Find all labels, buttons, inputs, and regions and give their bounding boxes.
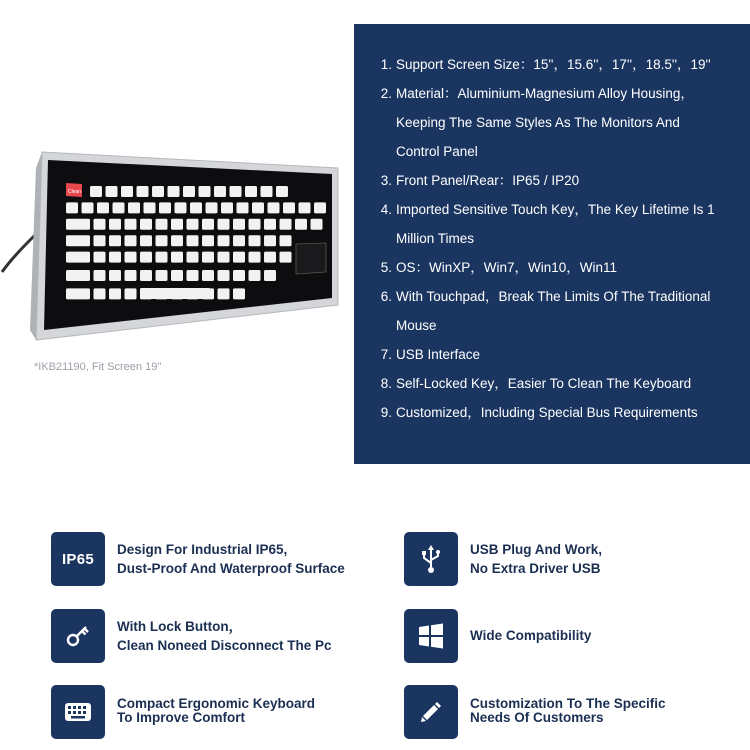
spec-item-number: 5.: [380, 260, 392, 275]
keyboard-key: [140, 270, 152, 281]
keyboard-key: [125, 270, 137, 281]
keyboard-key: [264, 252, 276, 263]
keyboard-key: [140, 219, 152, 230]
feature-line: Customization To The Specific: [470, 696, 666, 711]
spec-item-line: [374, 260, 617, 276]
keyboard-key: [121, 186, 133, 197]
keyboard-key: [187, 235, 199, 246]
keyboard-key: [249, 219, 261, 230]
keyboard-key: [233, 219, 245, 230]
keyboard-key: [109, 235, 121, 246]
keyboard-key: [128, 202, 140, 213]
key-icon: [51, 609, 105, 663]
spec-item-text: Support Screen Size：15''，15.6''，17''，18.5''，19'': [396, 57, 711, 72]
spec-item-number: 2.: [380, 86, 392, 101]
keyboard-key: [175, 202, 187, 213]
keyboard-key: [199, 186, 211, 197]
keyboard-key: [268, 202, 280, 213]
feature-line: Clean Noneed Disconnect The Pc: [117, 638, 332, 653]
product-image-area: [0, 0, 350, 470]
keyboard-key: [171, 252, 183, 263]
feature-line: Compact Ergonomic Keyboard: [117, 696, 316, 711]
keyboard-key: [152, 186, 164, 197]
keyboard-key: [264, 235, 276, 246]
spec-item-line: [374, 347, 480, 363]
touchpad: [296, 243, 326, 274]
ip65-badge-icon: [51, 532, 105, 586]
feature-line: USB Plug And Work,: [470, 542, 603, 557]
spec-item-number: 8.: [380, 376, 392, 391]
keyboard-key: [159, 202, 171, 213]
keyboard-key: [144, 202, 156, 213]
keyboard-key: [66, 288, 90, 299]
keyboard-key: [202, 219, 214, 230]
keyboard-key: [66, 252, 90, 263]
keyboard-key: [156, 235, 168, 246]
keyboard-product-image: [0, 0, 350, 360]
keyboard-key: [109, 270, 121, 281]
keyboard-key: [137, 186, 149, 197]
keyboard-key: [156, 252, 168, 263]
keyboard-key: [202, 235, 214, 246]
spec-item-text: Front Panel/Rear：IP65 / IP20: [396, 173, 580, 188]
keyboard-key: [125, 288, 137, 299]
keyboard-key: [109, 252, 121, 263]
feature-custom-text: [470, 697, 666, 725]
keyboard-key: [109, 219, 121, 230]
keyboard-key: [233, 252, 245, 263]
spec-item-text: Million Times: [396, 231, 475, 246]
feature-line: Wide Compatibility: [470, 628, 592, 643]
feature-compat-text: [470, 626, 591, 645]
keyboard-key: [261, 186, 273, 197]
keyboard-key: [218, 235, 230, 246]
spec-item-number: 9.: [380, 405, 392, 420]
keyboard-key: [66, 219, 90, 230]
keyboard-key: [113, 202, 125, 213]
keyboard-key: [94, 219, 106, 230]
keyboard-key: [218, 270, 230, 281]
pencil-icon: [404, 685, 458, 739]
spec-item-number: 7.: [380, 347, 392, 362]
keyboard-key: [218, 219, 230, 230]
keyboard-key: [94, 252, 106, 263]
spec-item-text: OS：WinXP，Win7，Win10，Win11: [396, 260, 618, 275]
keyboard-key: [237, 202, 249, 213]
keyboard-key: [94, 288, 106, 299]
keyboard-key: [94, 235, 106, 246]
keyboard-key: [171, 270, 183, 281]
windows-icon: [404, 609, 458, 663]
keyboard-key: [187, 219, 199, 230]
keyboard-key: [187, 270, 199, 281]
keyboard-key: [218, 252, 230, 263]
keyboard-key: [264, 270, 276, 281]
keyboard-key: [125, 235, 137, 246]
keyboard-key: [230, 186, 242, 197]
spec-item-text: With Touchpad，Break The Limits Of The Traditional: [396, 289, 711, 304]
keyboard-key: [264, 219, 276, 230]
spec-item-text: Customized，Including Special Bus Requirements: [396, 405, 698, 420]
keyboard-key: [125, 252, 137, 263]
keyboard-key: [82, 202, 94, 213]
features-grid: [0, 520, 750, 750]
keyboard-key: [280, 219, 292, 230]
keyboard-key: [66, 235, 90, 246]
spec-panel: [354, 24, 750, 464]
keyboard-key: [156, 219, 168, 230]
keyboard-key: [218, 288, 230, 299]
spec-item-line: [374, 115, 680, 131]
ip65-badge-text: IP65: [61, 550, 95, 568]
spec-item-number: 3.: [380, 173, 392, 188]
spec-item-line: [374, 405, 698, 421]
keyboard-icon: [51, 685, 105, 739]
space-bar-key: [140, 288, 210, 299]
keyboard-key: [140, 235, 152, 246]
keyboard-key: [140, 252, 152, 263]
spec-item-line: [374, 202, 715, 218]
keyboard-key: [299, 202, 311, 213]
keyboard-key: [125, 219, 137, 230]
keyboard-key: [214, 186, 226, 197]
keyboard-key: [280, 252, 292, 263]
feature-lock-text: [117, 617, 332, 655]
feature-line: Needs Of Customers: [470, 710, 604, 725]
keyboard-key: [156, 270, 168, 281]
feature-line: Dust-Proof And Waterproof Surface: [117, 561, 345, 576]
spec-item-line: [374, 57, 711, 73]
keyboard-key: [311, 219, 323, 230]
clean-key-label: Clean: [68, 189, 82, 195]
spec-item-line: [374, 173, 579, 189]
keyboard-key: [97, 202, 109, 213]
feature-line: To Improve Comfort: [117, 710, 245, 725]
keyboard-key: [245, 186, 257, 197]
keyboard-key: [171, 219, 183, 230]
keyboard-key: [249, 252, 261, 263]
keyboard-key: [168, 186, 180, 197]
keyboard-key: [249, 235, 261, 246]
keyboard-key: [252, 202, 264, 213]
spec-item-line: [374, 318, 437, 334]
keyboard-key: [94, 270, 106, 281]
keyboard-key: [295, 219, 307, 230]
keyboard-key: [233, 235, 245, 246]
spec-item-number: 4.: [380, 202, 392, 217]
feature-ergonomic-text: [117, 697, 315, 725]
keyboard-key: [202, 252, 214, 263]
spec-item-text: USB Interface: [396, 347, 481, 362]
spec-item-line: [374, 376, 691, 392]
keyboard-key: [187, 252, 199, 263]
spec-item-line: [374, 86, 694, 102]
keyboard-key: [233, 270, 245, 281]
spec-item-line: [374, 231, 474, 247]
keyboard-key: [249, 270, 261, 281]
spec-item-text: Mouse: [396, 318, 437, 333]
keyboard-key: [280, 235, 292, 246]
keyboard-key: [202, 270, 214, 281]
keyboard-key: [221, 202, 233, 213]
keyboard-key: [233, 288, 245, 299]
keyboard-key: [66, 202, 78, 213]
keyboard-key: [109, 288, 121, 299]
spec-item-text: Imported Sensitive Touch Key，The Key Lifetime Is 1: [396, 202, 715, 217]
spec-item-text: Keeping The Same Styles As The Monitors And: [396, 115, 680, 130]
keyboard-key: [283, 202, 295, 213]
spec-item-number: 1.: [380, 57, 392, 72]
spec-item-number: 6.: [380, 289, 392, 304]
keyboard-key: [183, 186, 195, 197]
usb-icon: [404, 532, 458, 586]
keyboard-key: [314, 202, 326, 213]
keyboard-key: [66, 270, 90, 281]
keyboard-key: [90, 186, 102, 197]
spec-item-text: Self-Locked Key，Easier To Clean The Keyboard: [396, 376, 692, 391]
feature-line: Design For Industrial IP65,: [117, 542, 288, 557]
keyboard-key: [206, 202, 218, 213]
product-caption: *IKB21190, Fit Screen 19'': [34, 361, 162, 373]
feature-line: No Extra Driver USB: [470, 561, 601, 576]
spec-item-text: Material：Aluminium-Magnesium Alloy Housing，: [396, 86, 694, 101]
feature-line: With Lock Button，: [117, 619, 243, 634]
keyboard-key: [190, 202, 202, 213]
spec-item-text: Control Panel: [396, 144, 478, 159]
keyboard-key: [106, 186, 118, 197]
feature-ip65-text: [117, 540, 345, 578]
keyboard-key: [276, 186, 288, 197]
feature-usb-text: [470, 540, 602, 578]
keyboard-key: [171, 235, 183, 246]
spec-item-line: [374, 144, 478, 160]
spec-item-line: [374, 289, 710, 305]
